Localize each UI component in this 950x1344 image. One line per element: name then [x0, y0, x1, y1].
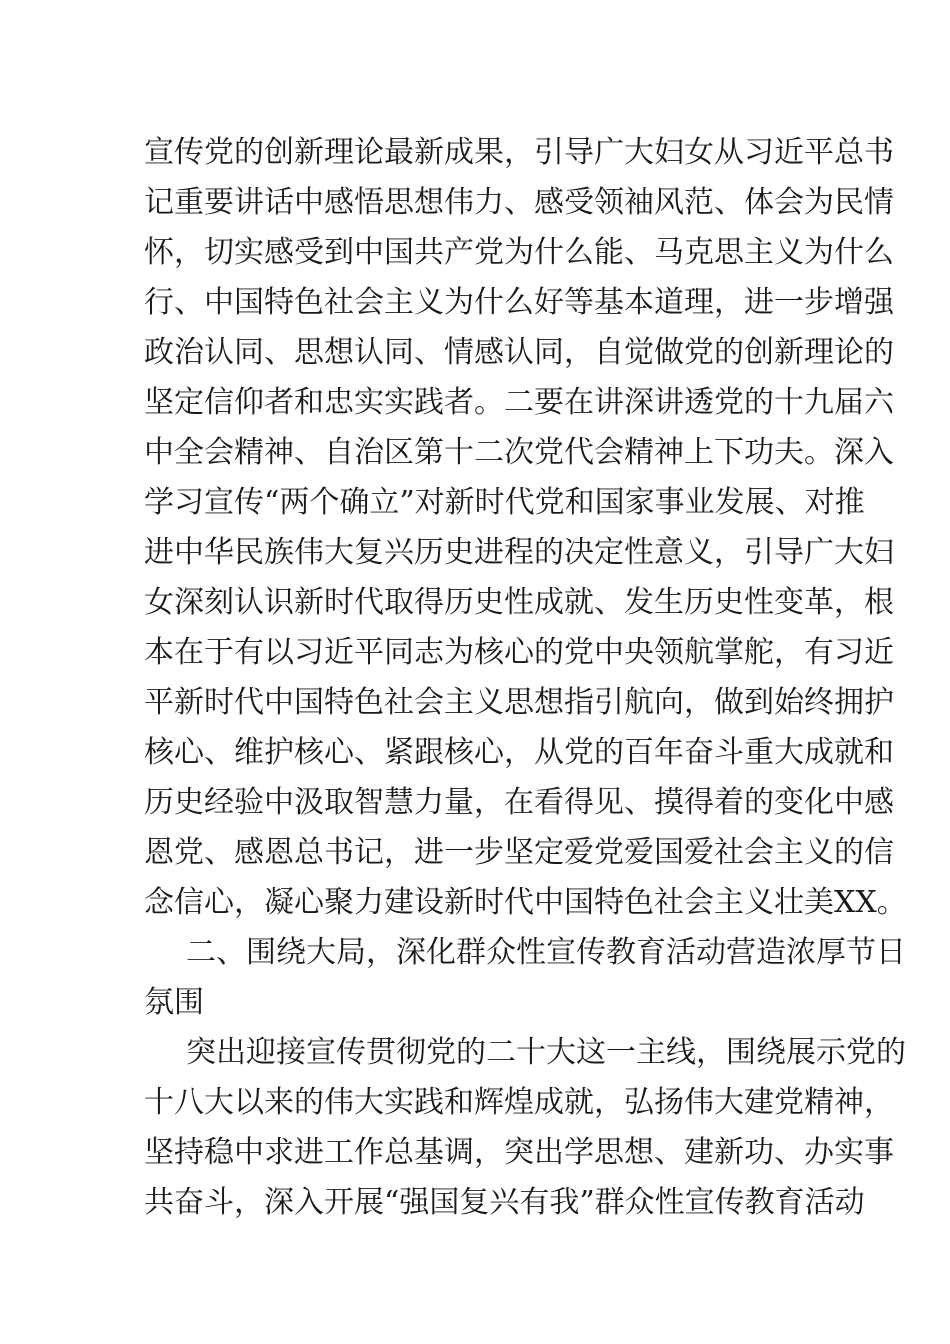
text-line: 历史经验中汲取智慧力量，在看得见、摸得着的变化中感 — [144, 785, 894, 820]
text-line: 平新时代中国特色社会主义思想指引航向，做到始终拥护 — [144, 685, 894, 720]
text-line: 进中华民族伟大复兴历史进程的决定性意义，引导广大妇 — [144, 535, 894, 570]
text-line: 政治认同、思想认同、情感认同，自觉做党的创新理论的 — [144, 335, 894, 370]
text-line: 学习宣传“两个确立”对新时代党和国家事业发展、对推 — [144, 485, 865, 520]
text-line: 十八大以来的伟大实践和辉煌成就，弘扬伟大建党精神， — [144, 1085, 894, 1120]
text-line: 本在于有以习近平同志为核心的党中央领航掌舵，有习近 — [144, 635, 894, 670]
section-heading-line: 氛围 — [144, 985, 204, 1020]
text-line: 中全会精神、自治区第十二次党代会精神上下功夫。深入 — [144, 435, 894, 470]
text-line: 行、中国特色社会主义为什么好等基本道理，进一步增强 — [144, 285, 894, 320]
section-heading-line: 二、围绕大局，深化群众性宣传教育活动营造浓厚节日 — [186, 935, 906, 970]
text-line: 恩党、感恩总书记，进一步坚定爱党爱国爱社会主义的信 — [144, 835, 894, 870]
text-line: 怀，切实感受到中国共产党为什么能、马克思主义为什么 — [144, 235, 894, 270]
text-line: 共奋斗，深入开展“强国复兴有我”群众性宣传教育活动 — [144, 1185, 865, 1220]
text-line: 坚持稳中求进工作总基调，突出学思想、建新功、办实事 — [144, 1135, 894, 1170]
text-line: 记重要讲话中感悟思想伟力、感受领袖风范、体会为民情 — [144, 185, 894, 220]
text-line: 女深刻认识新时代取得历史性成就、发生历史性变革，根 — [144, 585, 894, 620]
text-line: 宣传党的创新理论最新成果，引导广大妇女从习近平总书 — [144, 135, 894, 170]
text-line: 核心、维护核心、紧跟核心，从党的百年奋斗重大成就和 — [144, 735, 894, 770]
text-line: 坚定信仰者和忠实实践者。二要在讲深讲透党的十九届六 — [144, 385, 894, 420]
text-line: 突出迎接宣传贯彻党的二十大这一主线，围绕展示党的 — [186, 1035, 906, 1070]
text-line: 念信心，凝心聚力建设新时代中国特色社会主义壮美XX。 — [144, 885, 907, 920]
